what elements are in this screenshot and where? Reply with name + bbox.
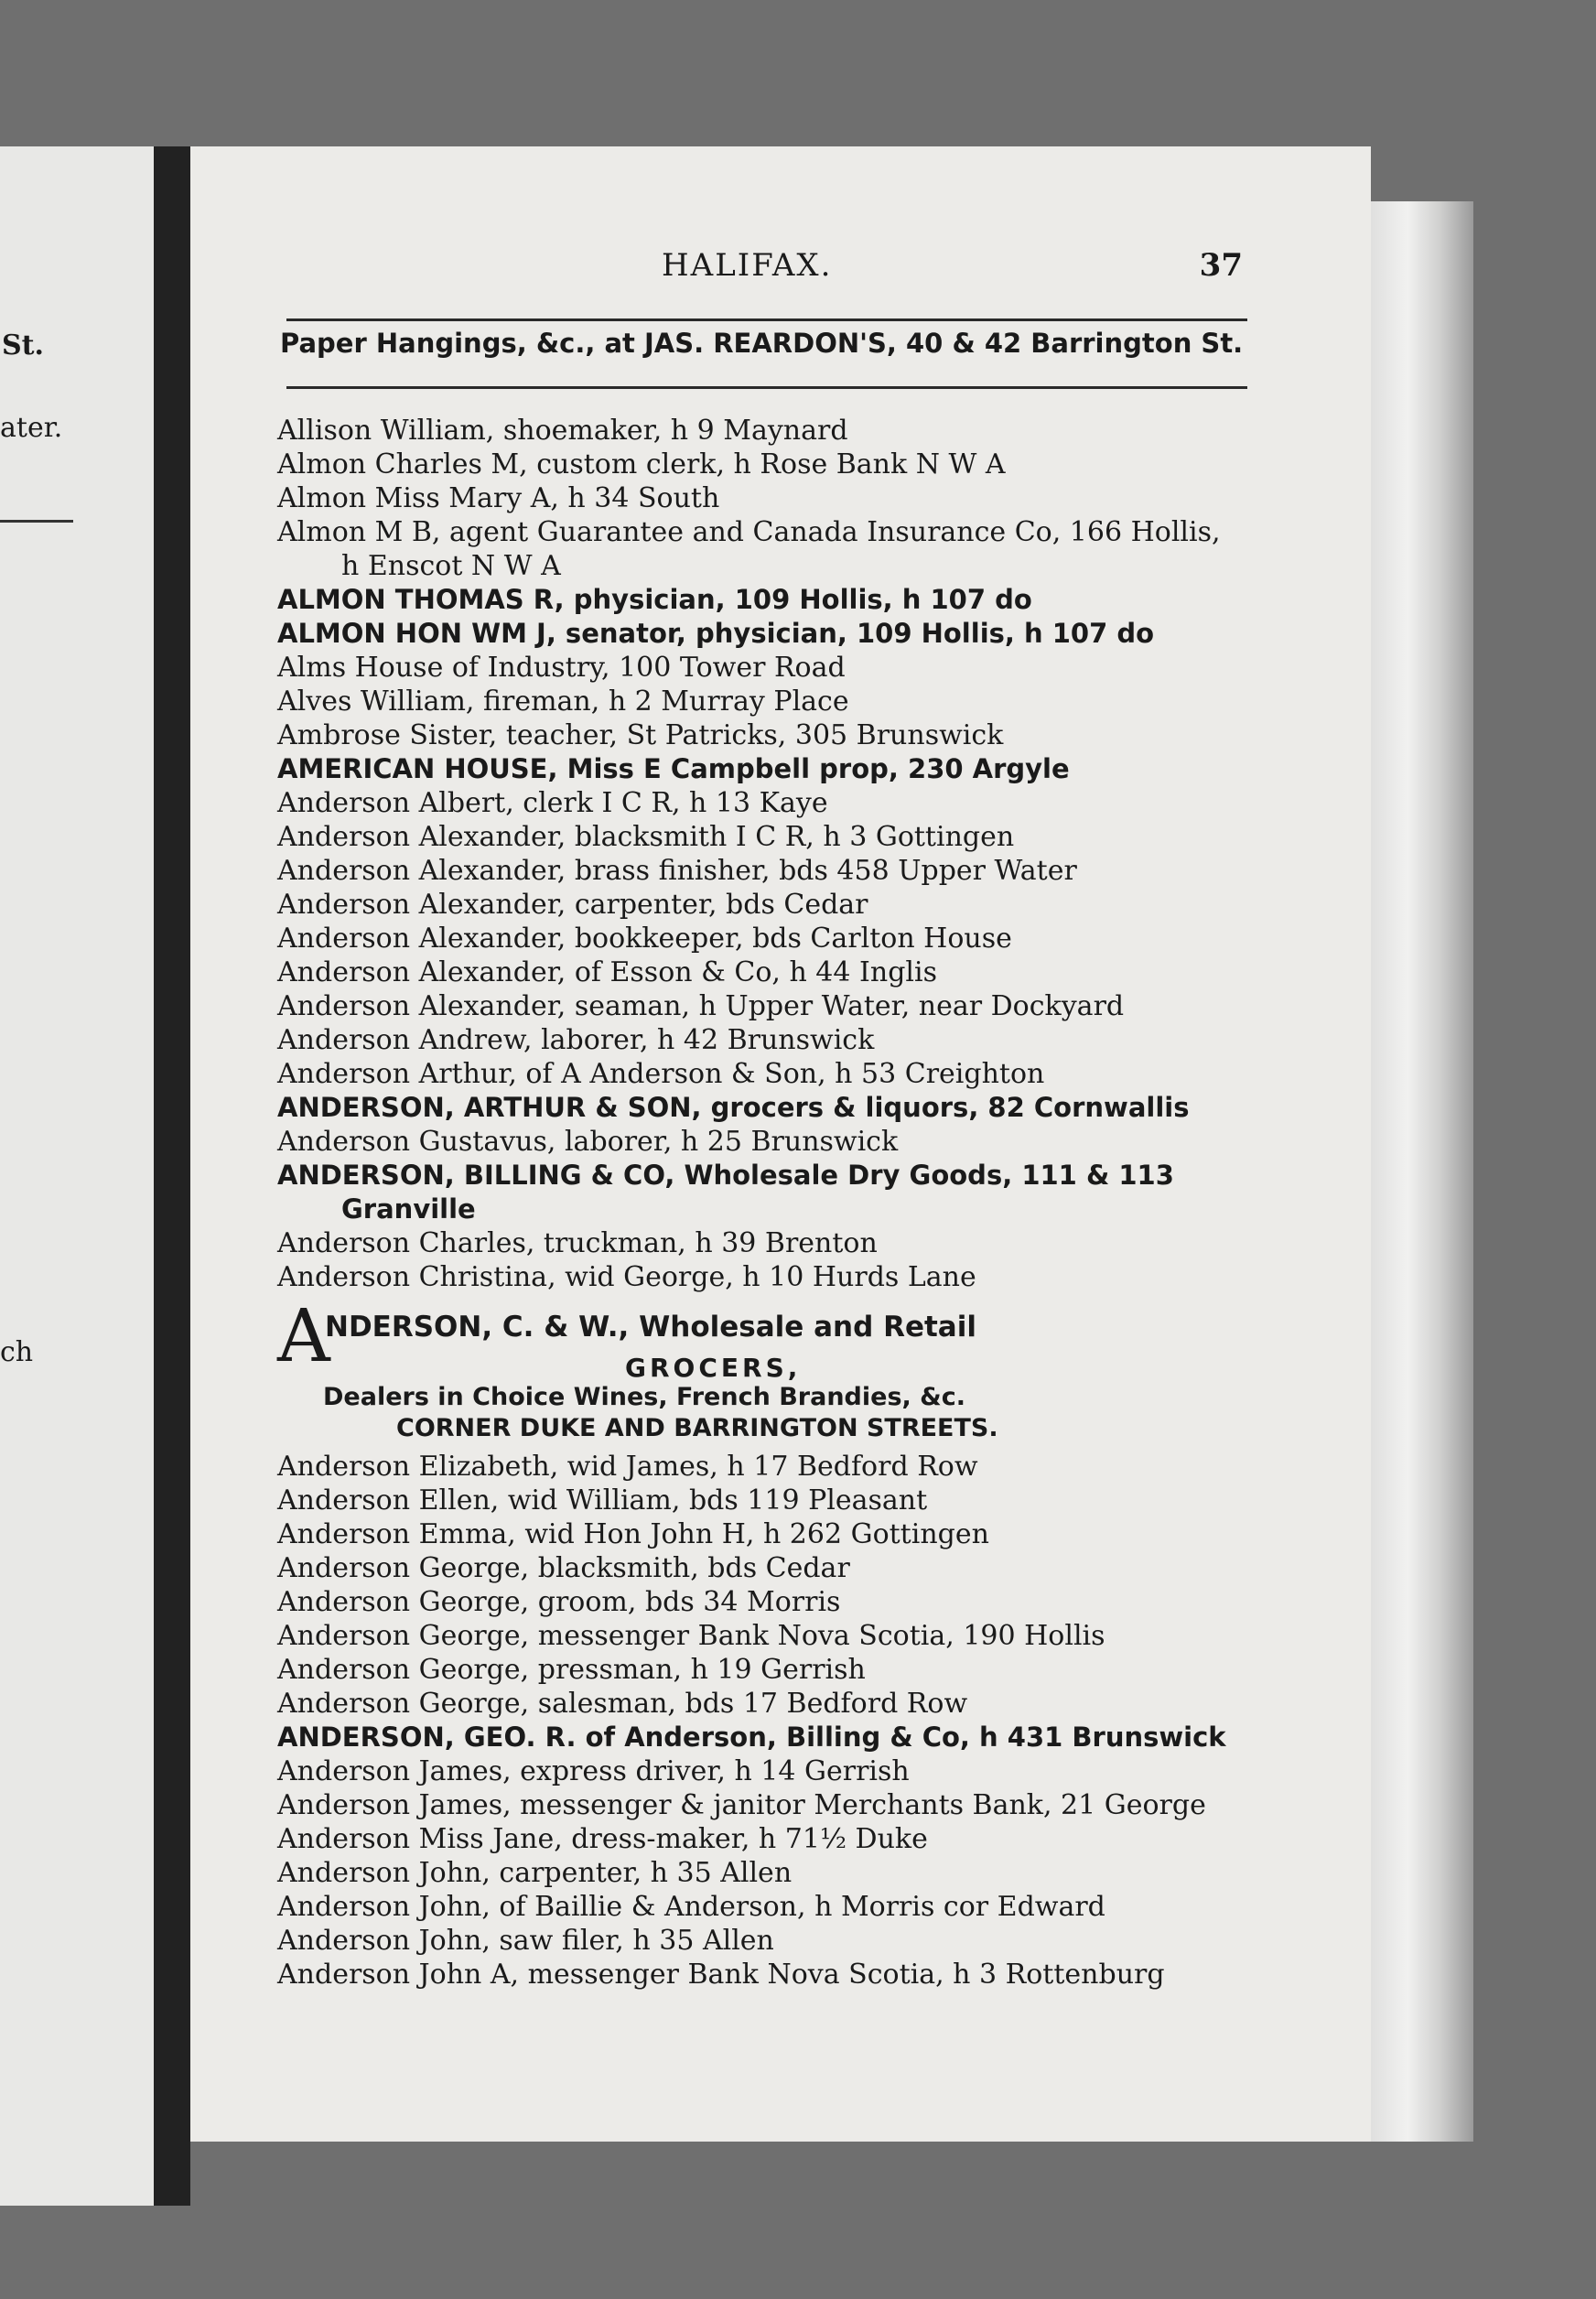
directory-entry: [277, 515, 1247, 583]
directory-entry: [277, 448, 1247, 481]
ad-business-name: NDERSON, C. & W., Wholesale and Retail: [325, 1311, 976, 1344]
banner-rule: [286, 386, 1247, 389]
directory-entry: [277, 1260, 1247, 1294]
directory-entries: [277, 414, 1247, 1991]
entry-text: Anderson George, blacksmith, bds Cedar: [277, 1552, 850, 1584]
entry-text: ANDERSON, BILLING & CO, Wholesale Dry Goods, 111 & 113: [277, 1160, 1174, 1191]
entry-text: Anderson John, of Baillie & Anderson, h Morris cor Edward: [277, 1891, 1105, 1923]
entry-text: ANDERSON, ARTHUR & SON, grocers & liquors, 82 Cornwallis: [277, 1092, 1190, 1123]
directory-entry: [277, 1856, 1247, 1890]
entry-text: Anderson Alexander, of Esson & Co, h 44 Inglis: [277, 956, 937, 988]
ad-dealers-line: Dealers in Choice Wines, French Brandies, &c.: [323, 1383, 965, 1411]
directory-entry: [277, 1585, 1247, 1619]
entry-text: Anderson Christina, wid George, h 10 Hurds Lane: [277, 1261, 976, 1293]
entry-continuation: h Enscot N W A: [341, 550, 561, 582]
entry-text: Alves William, fireman, h 2 Murray Place: [277, 685, 849, 718]
header-rule: [286, 318, 1247, 321]
entry-text: Anderson George, messenger Bank Nova Scotia, 190 Hollis: [277, 1620, 1105, 1652]
directory-entry: [277, 1619, 1247, 1653]
grocers-advertisement: [277, 1293, 1247, 1446]
directory-entry: [277, 1450, 1247, 1484]
entry-text: Anderson George, salesman, bds 17 Bedford Row: [277, 1688, 968, 1720]
directory-entry: [277, 888, 1247, 922]
directory-entry: [277, 1653, 1247, 1687]
directory-entry: [277, 685, 1247, 718]
entry-text: Almon Charles M, custom clerk, h Rose Bank N W A: [277, 448, 1006, 480]
facing-page: [0, 146, 154, 2206]
page-edges: [1364, 201, 1473, 2142]
directory-entry: [277, 1517, 1247, 1551]
entry-text: Anderson Ellen, wid William, bds 119 Pleasant: [277, 1484, 928, 1516]
ad-address: CORNER DUKE AND BARRINGTON STREETS.: [396, 1414, 998, 1442]
entry-text: Anderson Alexander, brass finisher, bds 458 Upper Water: [277, 855, 1077, 887]
directory-entry: [277, 1125, 1247, 1159]
entry-text: Anderson Charles, truckman, h 39 Brenton: [277, 1227, 878, 1259]
page-header: [190, 247, 1243, 293]
directory-entry: [277, 583, 1247, 617]
entry-text: Anderson Alexander, carpenter, bds Cedar: [277, 889, 868, 921]
entry-text: ANDERSON, GEO. R. of Anderson, Billing & Co, h 431 Brunswick: [277, 1722, 1226, 1753]
entry-text: Anderson John, saw filer, h 35 Allen: [277, 1925, 774, 1957]
facing-page-fragment: ch: [0, 1336, 34, 1368]
facing-page-fragment: ater.: [0, 412, 63, 444]
ad-trade: GROCERS,: [625, 1353, 802, 1383]
directory-entry: [277, 1958, 1247, 1991]
directory-entry: [277, 481, 1247, 515]
directory-entry: [277, 414, 1247, 448]
directory-entry: [277, 651, 1247, 685]
directory-entry: [277, 922, 1247, 955]
facing-page-fragment: St.: [2, 329, 44, 362]
entry-text: AMERICAN HOUSE, Miss E Campbell prop, 230 Argyle: [277, 753, 1070, 784]
directory-entry: [277, 752, 1247, 786]
entry-text: Anderson Albert, clerk I C R, h 13 Kaye: [277, 787, 828, 819]
directory-entry: [277, 1721, 1247, 1754]
directory-entry: [277, 820, 1247, 854]
directory-entry: [277, 1484, 1247, 1517]
entry-text: Ambrose Sister, teacher, St Patricks, 305 Brunswick: [277, 719, 1004, 751]
directory-entry: [277, 989, 1247, 1023]
directory-entry: [277, 786, 1247, 820]
directory-entry: [277, 1924, 1247, 1958]
entry-text: Anderson James, messenger & janitor Merchants Bank, 21 George: [277, 1789, 1206, 1821]
directory-entry: [277, 1687, 1247, 1721]
entry-text: Anderson Alexander, bookkeeper, bds Carlton House: [277, 923, 1012, 955]
directory-entry: [277, 1057, 1247, 1091]
entry-text: Anderson Gustavus, laborer, h 25 Brunswick: [277, 1126, 899, 1158]
advertising-banner: Paper Hangings, &c., at JAS. REARDON'S, 40 & 42 Barrington St.: [280, 328, 1244, 359]
entry-text: Anderson Elizabeth, wid James, h 17 Bedford Row: [277, 1451, 978, 1483]
facing-page-rule: [0, 520, 73, 523]
entry-text: Almon Miss Mary A, h 34 South: [277, 482, 720, 514]
directory-page: [190, 146, 1371, 2142]
entry-text: ALMON HON WM J, senator, physician, 109 Hollis, h 107 do: [277, 618, 1155, 649]
directory-entry: [277, 1159, 1247, 1226]
directory-entry: [277, 1023, 1247, 1057]
entry-text: Anderson Andrew, laborer, h 42 Brunswick: [277, 1024, 875, 1056]
entry-text: Anderson Alexander, blacksmith I C R, h 3 Gottingen: [277, 821, 1015, 853]
directory-entry: [277, 1091, 1247, 1125]
running-head: HALIFAX.: [662, 247, 833, 284]
entry-text: ALMON THOMAS R, physician, 109 Hollis, h 107 do: [277, 584, 1032, 615]
entry-text: Anderson George, groom, bds 34 Morris: [277, 1586, 841, 1618]
entry-text: Anderson George, pressman, h 19 Gerrish: [277, 1654, 866, 1686]
directory-entry: [277, 1788, 1247, 1822]
entry-text: Anderson John, carpenter, h 35 Allen: [277, 1857, 793, 1889]
directory-entry: [277, 1754, 1247, 1788]
directory-entry: [277, 617, 1247, 651]
directory-entry: [277, 955, 1247, 989]
entry-text: Anderson Alexander, seaman, h Upper Water, near Dockyard: [277, 990, 1125, 1022]
entry-text: Alms House of Industry, 100 Tower Road: [277, 652, 846, 684]
directory-entry: [277, 1822, 1247, 1856]
directory-entry: [277, 1890, 1247, 1924]
directory-entry: [277, 854, 1247, 888]
entry-text: Almon M B, agent Guarantee and Canada Insurance Co, 166 Hollis,: [277, 516, 1221, 548]
entry-text: Anderson Miss Jane, dress-maker, h 71½ Duke: [277, 1823, 928, 1855]
entry-text: Anderson James, express driver, h 14 Gerrish: [277, 1755, 910, 1787]
directory-entry: [277, 718, 1247, 752]
page-number: 37: [1199, 247, 1243, 284]
book-gutter: [154, 146, 190, 2206]
entry-continuation: Granville: [341, 1193, 476, 1225]
entries-before-ad: [277, 414, 1247, 1294]
directory-entry: [277, 1226, 1247, 1260]
directory-entry: [277, 1551, 1247, 1585]
entry-text: Allison William, shoemaker, h 9 Maynard: [277, 415, 848, 447]
entries-after-ad: [277, 1450, 1247, 1991]
entry-text: Anderson Arthur, of A Anderson & Son, h 53 Creighton: [277, 1058, 1045, 1090]
entry-text: Anderson Emma, wid Hon John H, h 262 Gottingen: [277, 1518, 989, 1550]
entry-text: Anderson John A, messenger Bank Nova Scotia, h 3 Rottenburg: [277, 1959, 1165, 1991]
ad-drop-cap: A: [277, 1293, 330, 1378]
